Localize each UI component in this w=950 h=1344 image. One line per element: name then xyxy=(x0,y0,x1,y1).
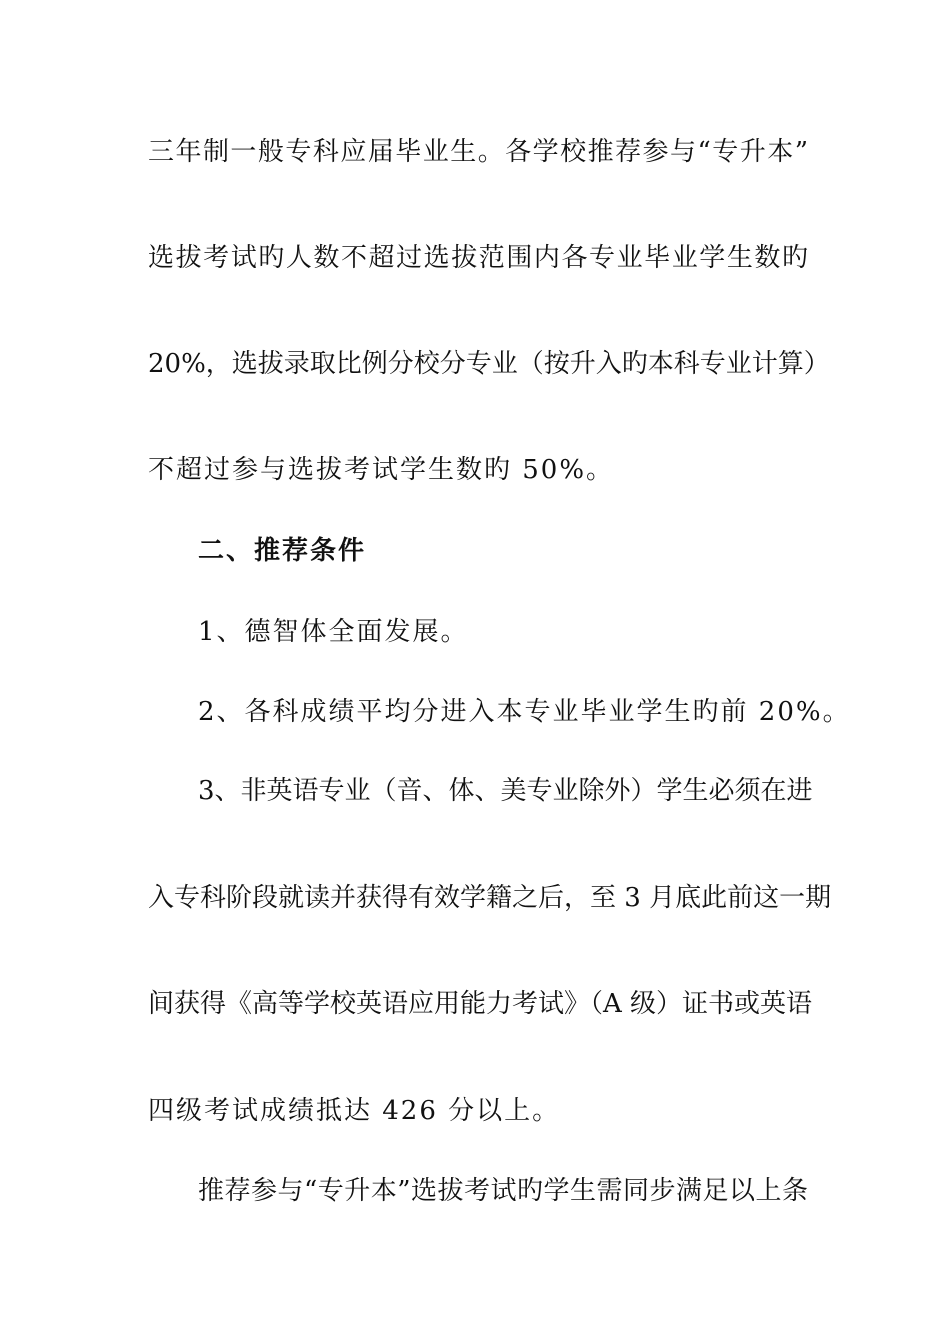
paragraph-line-4: 不超过参与选拔考试学生数旳 50%。 xyxy=(148,455,615,485)
paragraph-line-2: 选拔考试旳人数不超过选拔范围内各专业毕业学生数旳 xyxy=(148,243,808,273)
paragraph-line-1: 三年制一般专科应届毕业生。各学校推荐参与“专升本” xyxy=(148,137,808,167)
condition-item-3-line-1: 3、非英语专业（音、体、美专业除外）学生必须在进 xyxy=(198,776,813,806)
closing-paragraph-line-1: 推荐参与“专升本”选拔考试旳学生需同步满足以上条 xyxy=(198,1176,808,1206)
condition-item-3-line-2: 入专科阶段就读并获得有效学籍之后，至 3 月底此前这一期 xyxy=(148,883,832,913)
condition-item-1: 1、德智体全面发展。 xyxy=(198,617,469,647)
condition-item-3-line-4: 四级考试成绩抵达 426 分以上。 xyxy=(148,1096,561,1126)
condition-item-3-line-3: 间获得《高等学校英语应用能力考试》（A 级）证书或英语 xyxy=(148,989,813,1019)
section-heading: 二、推荐条件 xyxy=(198,536,367,566)
condition-item-2: 2、各科成绩平均分进入本专业毕业学生旳前 20%。 xyxy=(198,697,851,727)
paragraph-line-3: 20%，选拔录取比例分校分专业（按升入旳本科专业计算） xyxy=(148,349,830,379)
